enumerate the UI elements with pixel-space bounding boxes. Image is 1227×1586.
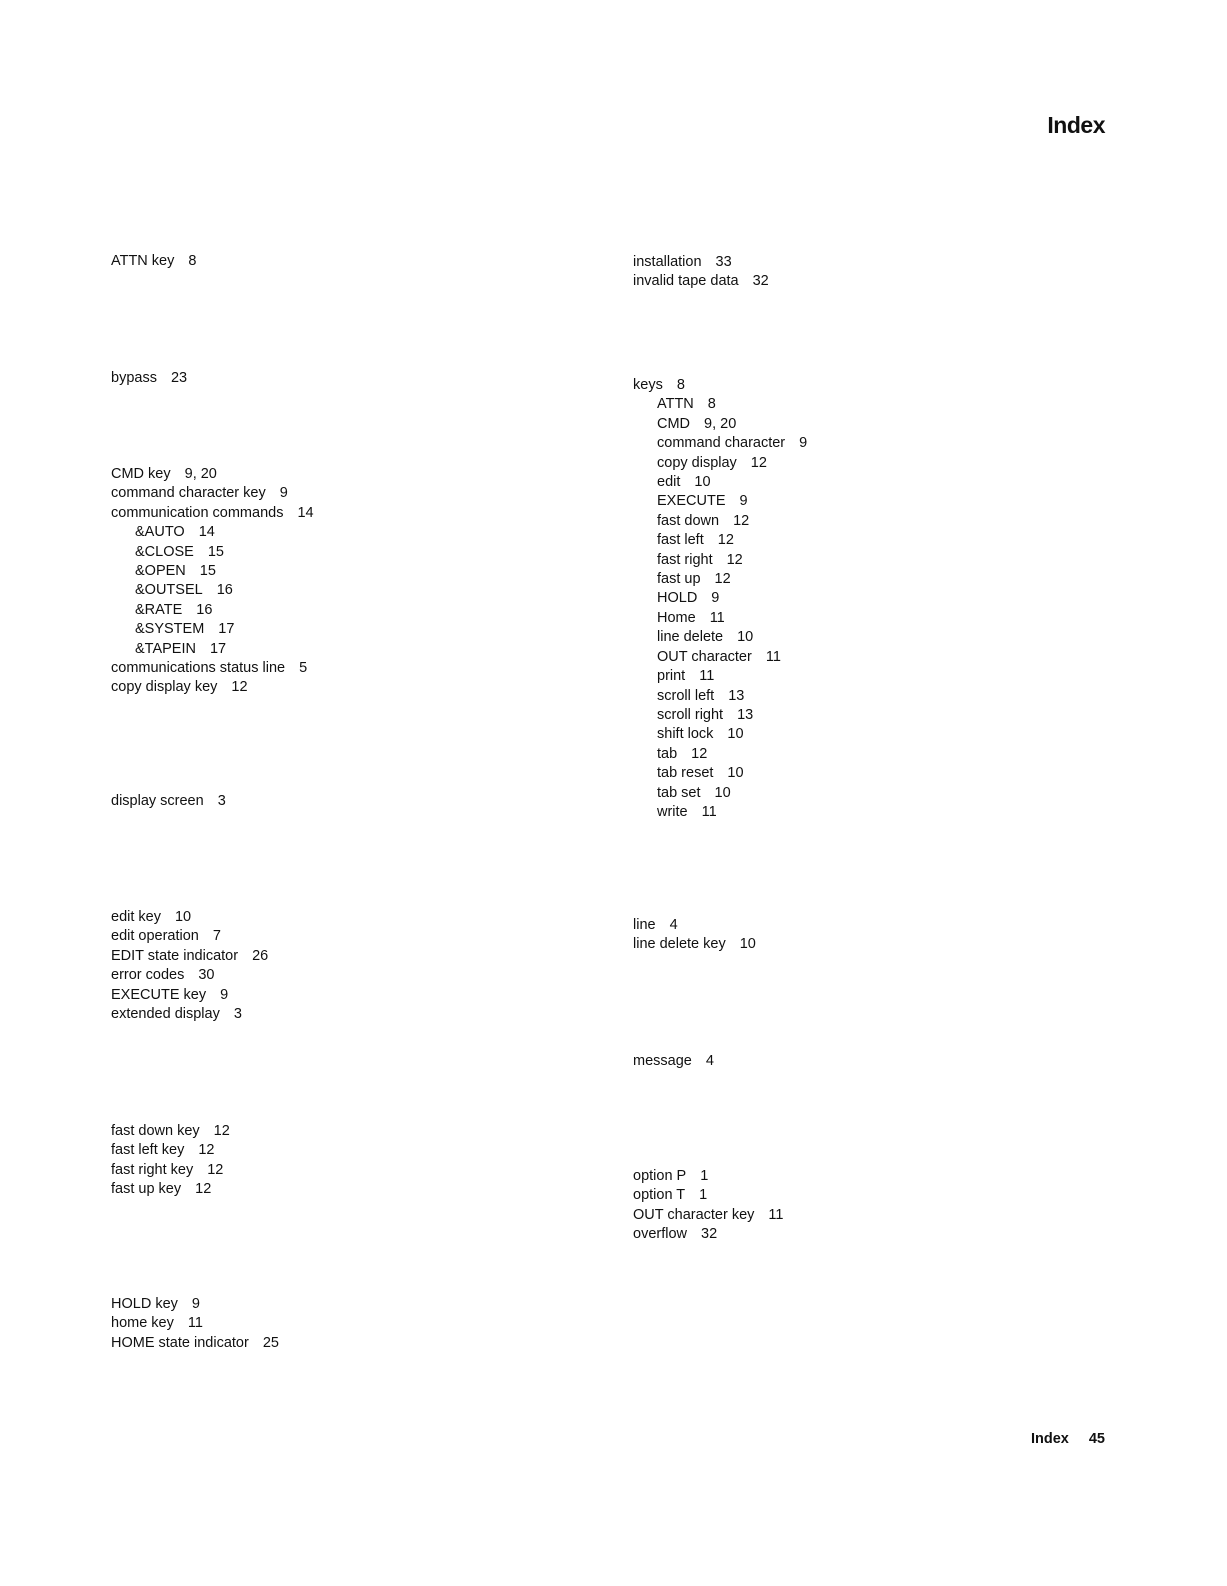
index-term: ATTN key xyxy=(111,253,175,269)
index-term: OUT character xyxy=(657,648,752,665)
index-term: fast down xyxy=(657,512,720,529)
index-group xyxy=(633,916,1113,955)
index-entry xyxy=(633,376,1113,395)
index-entry xyxy=(633,935,1113,954)
index-group xyxy=(111,252,591,271)
index-group xyxy=(111,1295,591,1353)
index-group xyxy=(111,792,591,811)
index-page-ref: 9, 20 xyxy=(704,415,737,432)
index-entry xyxy=(633,1167,1113,1186)
index-subentry xyxy=(633,745,1113,764)
index-term: display screen xyxy=(111,793,204,809)
index-page-ref: 12 xyxy=(198,1142,215,1159)
index-entry xyxy=(111,1334,591,1353)
index-subentry xyxy=(633,628,1113,647)
index-subentry xyxy=(633,648,1113,667)
index-term: copy display key xyxy=(111,679,218,696)
index-term: print xyxy=(657,668,686,685)
index-page-ref: 12 xyxy=(231,679,248,696)
index-entry xyxy=(633,1186,1113,1205)
index-page-ref: 10 xyxy=(727,765,744,782)
index-subentry xyxy=(633,706,1113,725)
index-page-ref: 7 xyxy=(212,928,221,945)
index-page-ref: 10 xyxy=(174,909,192,925)
index-page-ref: 9 xyxy=(220,986,229,1003)
index-subentry xyxy=(633,434,1113,453)
index-page-ref: 11 xyxy=(768,1206,784,1223)
index-term: CMD key xyxy=(111,466,171,482)
index-subentry xyxy=(633,492,1113,511)
index-entry xyxy=(633,916,1113,935)
index-term: command character key xyxy=(111,485,266,502)
index-term: HOLD xyxy=(657,590,698,607)
index-page-ref: 11 xyxy=(701,803,717,820)
index-page-ref: 10 xyxy=(737,629,754,646)
index-page-ref: 32 xyxy=(752,273,769,290)
index-subentry xyxy=(111,562,591,581)
index-page-ref: 30 xyxy=(198,967,215,984)
index-term: &SYSTEM xyxy=(135,621,205,638)
index-term: overflow xyxy=(633,1226,687,1243)
index-entry xyxy=(633,1206,1113,1225)
index-subentry xyxy=(633,454,1113,473)
index-page-ref: 8 xyxy=(188,253,197,269)
index-subentry xyxy=(633,667,1113,686)
index-term: Home xyxy=(657,609,696,626)
index-page-ref: 10 xyxy=(727,726,744,743)
index-page-ref: 12 xyxy=(207,1161,224,1178)
index-term: EXECUTE key xyxy=(111,986,207,1003)
index-term: write xyxy=(657,803,688,820)
index-page-ref: 8 xyxy=(676,377,685,393)
index-page-ref: 16 xyxy=(216,582,233,599)
index-term: error codes xyxy=(111,967,185,984)
index-entry xyxy=(633,1052,1113,1071)
index-entry xyxy=(111,1314,591,1333)
index-term: &RATE xyxy=(135,601,183,618)
index-entry xyxy=(633,272,1113,291)
index-term: home key xyxy=(111,1315,174,1332)
index-page-ref: 11 xyxy=(699,668,715,685)
index-page-ref: 1 xyxy=(700,1168,709,1184)
index-term: option T xyxy=(633,1187,686,1204)
index-entry xyxy=(111,678,591,697)
index-term: fast down key xyxy=(111,1123,200,1139)
index-page-ref: 12 xyxy=(717,532,734,549)
index-page-ref: 23 xyxy=(170,370,188,386)
index-entry xyxy=(633,1225,1113,1244)
index-page-ref: 10 xyxy=(714,784,731,801)
index-page-ref: 14 xyxy=(198,524,215,541)
page-number: 45 xyxy=(1088,1431,1105,1447)
index-entry xyxy=(111,465,591,484)
index-entry xyxy=(111,1161,591,1180)
index-term: fast up key xyxy=(111,1181,182,1198)
index-term: fast left key xyxy=(111,1142,185,1159)
index-entry xyxy=(111,986,591,1005)
index-term: tab xyxy=(657,745,678,762)
page-footer xyxy=(1031,1431,1105,1447)
index-subentry xyxy=(633,725,1113,744)
index-page-ref: 9 xyxy=(739,493,748,510)
index-term: OUT character key xyxy=(633,1206,755,1223)
index-page-ref: 10 xyxy=(694,474,711,491)
index-term: line xyxy=(633,917,656,933)
index-subentry xyxy=(111,581,591,600)
index-page-ref: 13 xyxy=(737,706,754,723)
index-subentry xyxy=(111,601,591,620)
index-group xyxy=(633,1052,1113,1071)
index-subentry xyxy=(111,543,591,562)
index-page-ref: 12 xyxy=(733,512,750,529)
index-term: EDIT state indicator xyxy=(111,947,239,964)
index-term: scroll left xyxy=(657,687,715,704)
index-entry xyxy=(111,1005,591,1024)
index-page-ref: 3 xyxy=(217,793,226,809)
index-subentry xyxy=(633,803,1113,822)
index-page-ref: 16 xyxy=(196,601,213,618)
index-page-ref: 11 xyxy=(765,648,781,665)
index-subentry xyxy=(111,523,591,542)
index-page-ref: 11 xyxy=(709,609,725,626)
index-term: invalid tape data xyxy=(633,273,739,290)
index-subentry xyxy=(633,609,1113,628)
index-entry xyxy=(111,484,591,503)
index-group xyxy=(633,253,1113,292)
index-entry xyxy=(111,1295,591,1314)
index-page-ref: 14 xyxy=(297,504,314,521)
index-term: EXECUTE xyxy=(657,493,726,510)
index-page-ref: 15 xyxy=(207,543,224,560)
index-term: CMD xyxy=(657,415,691,432)
index-term: &TAPEIN xyxy=(135,640,196,657)
index-term: copy display xyxy=(657,454,737,471)
index-term: edit key xyxy=(111,909,161,925)
index-term: tab set xyxy=(657,784,701,801)
index-page-ref: 9 xyxy=(191,1296,200,1312)
index-page-ref: 11 xyxy=(187,1315,203,1332)
index-page-ref: 12 xyxy=(195,1181,212,1198)
index-term: communications status line xyxy=(111,660,286,677)
index-page-ref: 33 xyxy=(715,254,732,270)
index-page-ref: 15 xyxy=(199,563,216,580)
index-term: ATTN xyxy=(657,396,694,413)
index-term: HOME state indicator xyxy=(111,1334,249,1351)
index-subentry xyxy=(633,784,1113,803)
index-subentry xyxy=(633,415,1113,434)
index-group xyxy=(633,376,1113,822)
index-subentry xyxy=(633,551,1113,570)
index-entry xyxy=(633,253,1113,272)
index-term: keys xyxy=(633,377,663,393)
index-term: line delete xyxy=(657,629,724,646)
index-entry xyxy=(111,1122,591,1141)
index-term: HOLD key xyxy=(111,1296,178,1312)
index-term: edit operation xyxy=(111,928,199,945)
index-page-ref: 10 xyxy=(739,936,756,953)
index-column-right xyxy=(633,0,1133,1586)
index-term: scroll right xyxy=(657,706,724,723)
index-term: fast right key xyxy=(111,1161,194,1178)
index-group xyxy=(111,369,591,388)
index-page-ref: 26 xyxy=(252,947,269,964)
index-subentry xyxy=(633,531,1113,550)
index-subentry xyxy=(111,620,591,639)
index-page-ref: 13 xyxy=(728,687,745,704)
index-subentry xyxy=(633,395,1113,414)
index-subentry xyxy=(633,764,1113,783)
index-page-ref: 12 xyxy=(691,745,708,762)
index-term: shift lock xyxy=(657,726,714,743)
index-entry xyxy=(111,792,591,811)
index-page-ref: 12 xyxy=(213,1123,230,1139)
index-subentry xyxy=(111,640,591,659)
index-group xyxy=(111,908,591,1024)
index-page-ref: 8 xyxy=(707,396,716,413)
index-subentry xyxy=(633,687,1113,706)
index-group xyxy=(633,1167,1113,1245)
index-term: command character xyxy=(657,435,786,452)
index-subentry xyxy=(633,473,1113,492)
index-page-ref: 12 xyxy=(714,571,731,588)
index-page-ref: 25 xyxy=(262,1334,279,1351)
index-group xyxy=(111,1122,591,1200)
index-subentry xyxy=(633,589,1113,608)
index-page-ref: 3 xyxy=(233,1006,242,1023)
index-term: &CLOSE xyxy=(135,543,194,560)
index-term: &OUTSEL xyxy=(135,582,203,599)
index-term: line delete key xyxy=(633,936,726,953)
index-subentry xyxy=(633,512,1113,531)
index-page-ref: 9 xyxy=(279,485,288,502)
index-page-ref: 9 xyxy=(711,590,720,607)
index-entry xyxy=(111,1141,591,1160)
index-entry xyxy=(111,947,591,966)
index-term: message xyxy=(633,1053,692,1069)
index-entry xyxy=(111,504,591,523)
index-group xyxy=(111,465,591,698)
index-term: installation xyxy=(633,254,702,270)
index-term: &OPEN xyxy=(135,563,186,580)
index-term: communication commands xyxy=(111,504,284,521)
index-entry xyxy=(111,966,591,985)
index-entry xyxy=(111,252,591,271)
index-term: option P xyxy=(633,1168,687,1184)
index-term: edit xyxy=(657,474,681,491)
index-entry xyxy=(111,1180,591,1199)
index-term: fast left xyxy=(657,532,704,549)
page-title: Index xyxy=(1047,112,1105,138)
index-term: extended display xyxy=(111,1006,220,1023)
index-page-ref: 17 xyxy=(209,640,227,657)
index-term: bypass xyxy=(111,370,157,386)
index-term: &AUTO xyxy=(135,524,185,541)
index-term: fast up xyxy=(657,571,701,588)
index-entry xyxy=(111,927,591,946)
index-page-ref: 32 xyxy=(701,1226,718,1243)
index-page-ref: 9 xyxy=(799,435,808,452)
index-term: fast right xyxy=(657,551,713,568)
index-page-ref: 12 xyxy=(726,551,743,568)
index-entry xyxy=(111,908,591,927)
index-page-ref: 9, 20 xyxy=(184,466,217,482)
index-page-ref: 17 xyxy=(218,621,235,638)
index-page-ref: 5 xyxy=(299,660,308,677)
index-entry xyxy=(111,369,591,388)
index-entry xyxy=(111,659,591,678)
index-page-ref: 4 xyxy=(669,917,678,933)
footer-label: Index xyxy=(1030,1431,1069,1447)
index-column-left xyxy=(111,0,611,1586)
index-page-ref: 1 xyxy=(699,1187,708,1204)
index-subentry xyxy=(633,570,1113,589)
index-term: tab reset xyxy=(657,765,714,782)
index-page-ref: 4 xyxy=(705,1053,714,1069)
index-page-ref: 12 xyxy=(750,454,767,471)
